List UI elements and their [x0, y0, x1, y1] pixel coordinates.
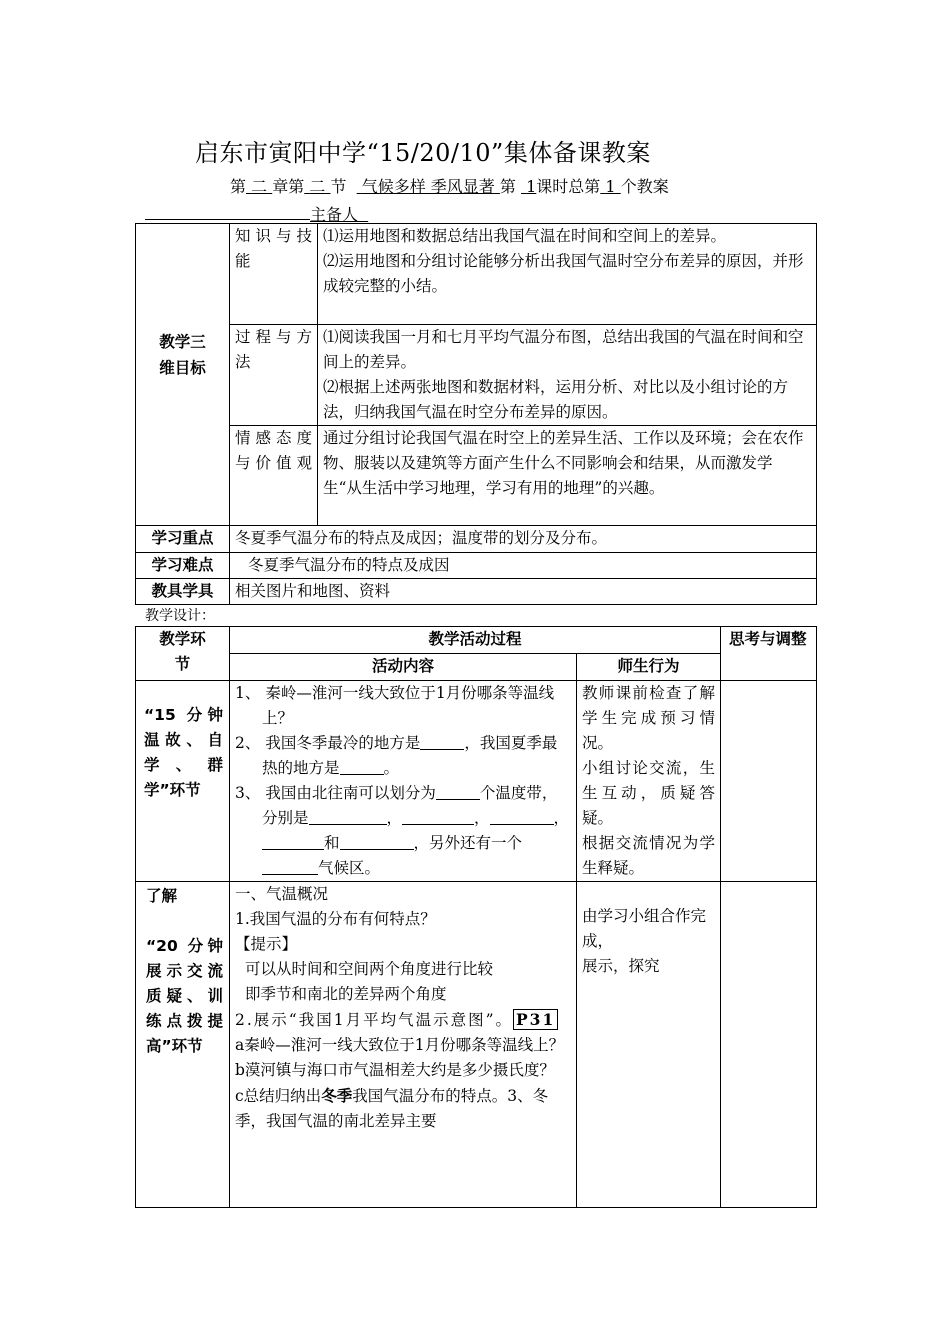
stage-row1: “15 分钟温故、自学、群学”环节: [136, 681, 230, 882]
highlight-winter: 冬季: [321, 1086, 353, 1105]
stage-header: 教学环节: [136, 627, 230, 681]
objectives-category: 教学三维目标: [136, 224, 230, 526]
objective-label-attitude: 情感态度与价值观: [230, 426, 318, 526]
chapter-prefix: 第: [230, 177, 247, 196]
reflect-row2: [721, 882, 817, 1208]
page-reference: P31: [513, 1009, 558, 1030]
period-mid: 课时总第: [536, 177, 601, 196]
objective-content-knowledge: ⑴运用地图和数据总结出我国气温在时间和空间上的差异。 ⑵运用地图和分组讨论能够分析出我国气温时空分布差异的原因，并形成较完整的小结。: [318, 224, 817, 325]
question-3: 3、 我国由北往南可以划分为 个温度带，分别是 ， ， ，和 ，另外还有一个气候区。: [235, 781, 571, 881]
lesson-title: 气候多样 季风显著: [361, 177, 495, 196]
reflect-row1: [721, 681, 817, 882]
teaching-aids-value: 相关图片和地图、资料: [230, 579, 817, 605]
objective-content-attitude: 通过分组讨论我国气温在时空上的差异生活、工作以及环境；会在农作物、服装以及建筑等方面产生什么不同影响会和结果，从而激发学生“从生活中学习地理，学习有用的地理”的兴趣。: [318, 426, 817, 526]
preparer-label: 主备人: [310, 205, 359, 224]
objectives-table: [135, 223, 817, 605]
difficult-points-label: 学习难点: [136, 553, 230, 579]
chapter-line: [230, 174, 669, 197]
objective-label-process: 过程与方法: [230, 325, 318, 426]
period-number: 1: [526, 177, 537, 196]
preparer-blank: [145, 203, 310, 220]
behavior-row1: 教师课前检查了解学生完成预习情况。 小组讨论交流，生生互动，质疑答疑。 根据交流情况为学生释疑。: [577, 681, 721, 882]
content-row2: 一、气温概况 1.我国气温的分布有何特点？ 【提示】 可以从时间和空间两个角度进行比较 即季节和南北的差异两个角度 2.展示“我国1月平均气温示意图”。 P31 a秦岭—淮河一线大致位于1月份哪条等温线上？ b漠河镇与海口市气温相差大约是多少摄氏度？ c总结归纳出冬季我国气温分布的特点。3、冬季，我国气温的南北差异主要: [230, 882, 577, 1208]
question-2: 2、 我国冬季最冷的地方是 ，我国夏季最热的地方是 。: [235, 731, 571, 781]
chapter-suffix: 章第: [272, 177, 305, 196]
difficult-points-value: 冬夏季气温分布的特点及成因: [230, 553, 817, 579]
design-table: [135, 626, 817, 1208]
total-number: 1: [605, 177, 616, 196]
page-title: 启东市寅阳中学“15/20/10”集体备课教案: [195, 139, 651, 167]
section-number: 二: [309, 177, 326, 196]
content-row1: [230, 681, 577, 882]
stage-row2: 了解 “20 分钟展示交流质疑、训练点拨提高”环节: [136, 882, 230, 1208]
period-prefix: 第: [499, 177, 516, 196]
total-suffix: 个教案: [620, 177, 669, 196]
key-points-value: 冬夏季气温分布的特点及成因；温度带的划分及分布。: [230, 526, 817, 553]
teaching-aids-label: 教具学具: [136, 579, 230, 605]
reflect-header: 思考与调整: [721, 627, 817, 681]
key-points-label: 学习重点: [136, 526, 230, 553]
behavior-row2: 由学习小组合作完成， 展示，探究: [577, 882, 721, 1208]
question-1: 1、 秦岭—淮河一线大致位于1月份哪条等温线上？: [235, 684, 555, 727]
design-label: 教学设计：: [145, 608, 215, 624]
section-suffix: 节: [330, 177, 347, 196]
process-header: 教学活动过程: [230, 627, 721, 654]
chapter-number: 二: [251, 177, 268, 196]
objective-content-process: ⑴阅读我国一月和七月平均气温分布图，总结出我国的气温在时间和空间上的差异。 ⑵根据上述两张地图和数据材料，运用分析、对比以及小组讨论的方法，归纳我国气温在时空分布差异的原因。: [318, 325, 817, 426]
objective-label-knowledge: 知识与技能: [230, 224, 318, 325]
preparer-line: [145, 202, 368, 225]
content-header: 活动内容: [230, 654, 577, 681]
behavior-header: 师生行为: [577, 654, 721, 681]
